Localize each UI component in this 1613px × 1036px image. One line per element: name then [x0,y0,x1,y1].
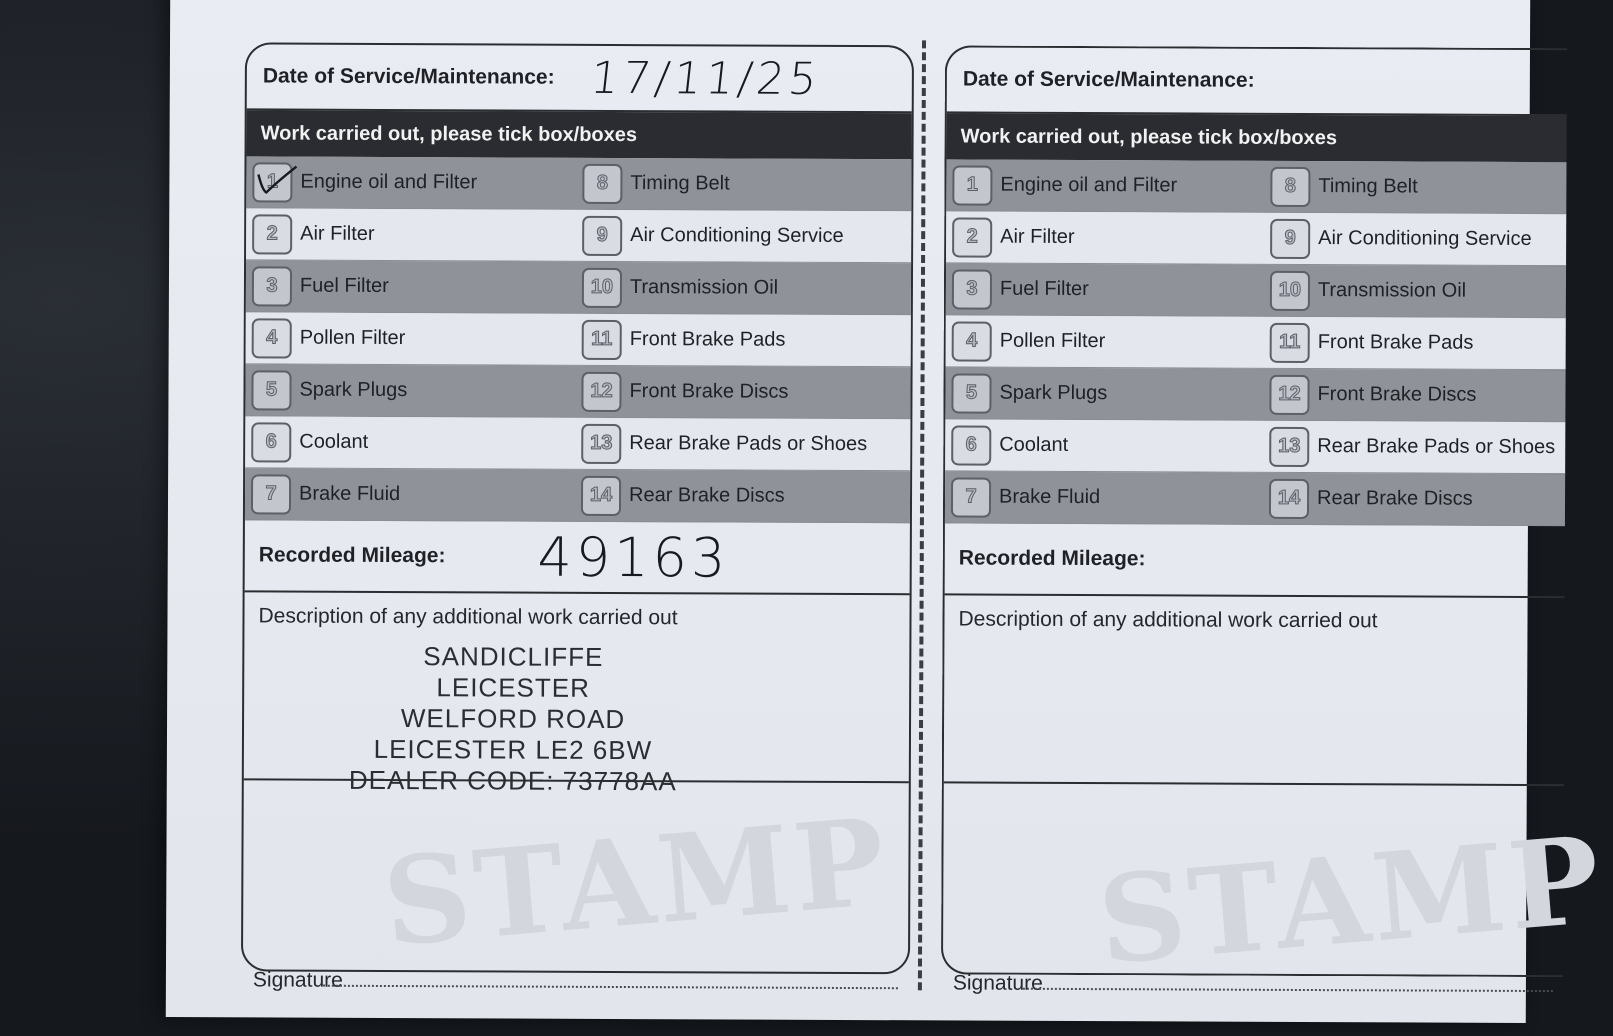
stamp-watermark: STAMP [378,791,894,974]
checklist-item[interactable] [581,366,910,418]
stamp-area [243,780,909,1033]
tick-box[interactable]: 10 [582,267,622,307]
tick-box[interactable]: 3 [952,269,992,309]
tick-box[interactable]: 12 [581,371,621,411]
checklist-item[interactable] [945,471,1269,523]
checklist-row [946,159,1566,214]
tick-box[interactable]: 6 [951,425,991,465]
checklist-item-label: Front Brake Discs [629,380,789,403]
service-entry-card-1 [241,42,914,992]
checklist-item-label: Coolant [299,430,369,453]
tick-box[interactable]: 11 [1270,322,1310,362]
tick-box[interactable]: 1 [952,165,992,205]
tick-box[interactable]: 2 [252,214,292,254]
checklist-row [246,208,911,263]
checklist-item-label: Fuel Filter [299,274,389,297]
checklist-row [245,468,910,523]
tick-box[interactable]: 9 [1270,218,1310,258]
work-checklist [245,156,912,523]
checklist-item[interactable] [945,367,1269,419]
tick-box[interactable]: 14 [1269,478,1309,518]
checklist-row [945,419,1565,474]
checklist-item-label: Timing Belt [1318,175,1418,198]
tick-box[interactable]: 2 [952,217,992,257]
checklist-item[interactable] [582,262,911,314]
checklist-row [946,263,1566,318]
tick-box[interactable]: 5 [251,370,291,410]
tick-box[interactable]: 5 [951,373,991,413]
checklist-item-label: Rear Brake Pads or Shoes [1317,435,1556,459]
tick-box[interactable]: 4 [252,318,292,358]
tick-box[interactable]: 8 [1270,166,1310,206]
mileage-row [245,520,910,595]
checklist-item-label: Front Brake Pads [629,328,786,351]
checklist-row [246,156,911,211]
checklist-item[interactable] [582,158,911,210]
checklist-item-label: Pollen Filter [999,329,1106,353]
dealer-stamp-line: SANDICLIFFE LEICESTER [423,641,604,703]
checklist-item-label: Rear Brake Discs [1316,487,1473,510]
checklist-item[interactable] [245,416,581,468]
checklist-item-label: Rear Brake Pads or Shoes [629,432,868,456]
checklist-item-label: Engine oil and Filter [1000,173,1178,197]
handwritten-date: 17/11/25 [587,52,824,105]
dealer-stamp [348,641,679,797]
service-record-sheet [166,0,1609,1023]
checklist-item[interactable] [946,159,1270,211]
checklist-item[interactable] [1269,421,1565,473]
signature-label: Signature [952,971,1043,995]
signature-label: Signature [252,968,343,992]
additional-work-box [244,592,910,797]
description-label: Description of any additional work carried out [958,607,1378,633]
checklist-item-label: Air Filter [300,222,375,245]
stamp-area [943,783,1609,1036]
checklist-row [946,211,1566,266]
checklist-item[interactable] [946,315,1270,367]
checklist-row [945,367,1565,422]
checklist-row [245,416,910,471]
checklist-item[interactable] [581,418,910,470]
checklist-item-label: Brake Fluid [998,485,1101,509]
dealer-stamp-line: LEICESTER LE2 6BW [373,733,653,766]
checklist-item[interactable] [945,419,1269,471]
checklist-item-label: Timing Belt [630,172,730,195]
checklist-item-label: Transmission Oil [629,276,779,299]
checklist-item-label: Transmission Oil [1317,279,1467,302]
tick-box[interactable]: 8 [582,163,622,203]
checklist-item[interactable] [246,312,582,364]
tick-box[interactable]: 13 [1269,426,1309,466]
checklist-item-label: Pollen Filter [299,326,406,350]
description-label: Description of any additional work carried out [258,604,678,630]
checklist-row [246,312,911,367]
checklist-item-label: Front Brake Discs [1317,383,1477,406]
checklist-item[interactable] [1269,473,1565,525]
date-label: Date of Service/Maintenance: [262,64,555,89]
checklist-item[interactable] [245,468,581,520]
handwritten-tick-icon [252,160,302,200]
checklist-item-label: Brake Fluid [298,482,401,506]
tick-box[interactable]: 14 [581,475,621,515]
date-row [247,44,912,113]
tick-box[interactable]: 10 [1270,270,1310,310]
tick-box[interactable]: 12 [1269,374,1309,414]
tick-box[interactable]: 7 [951,477,991,517]
tick-box[interactable]: 4 [952,321,992,361]
checklist-row [246,260,911,315]
checklist-row [946,315,1566,370]
work-carried-out-heading: Work carried out, please tick box/boxes [247,110,912,159]
checklist-item-label: Engine oil and Filter [300,170,478,194]
dealer-stamp-line: DEALER CODE: 73778AA [348,764,677,797]
checklist-item[interactable] [582,314,911,366]
checklist-item-label: Air Filter [1000,225,1075,248]
checklist-item-label: Rear Brake Discs [628,484,785,507]
work-carried-out-heading: Work carried out, please tick box/boxes [947,113,1567,162]
checklist-row [945,471,1565,526]
checklist-item[interactable] [1270,265,1566,317]
checklist-item-label: Air Conditioning Service [1318,227,1532,250]
checklist-item-label: Air Conditioning Service [630,224,844,247]
mileage-label: Recorded Mileage: [958,546,1146,571]
checklist-item[interactable] [582,210,911,262]
service-entry-card-2 [941,45,1609,995]
checklist-item[interactable] [246,260,582,312]
checklist-item-label: Spark Plugs [299,378,408,402]
mileage-row [945,523,1565,598]
stamp-watermark: STAMP [1093,809,1609,992]
work-checklist [945,159,1567,526]
dealer-stamp-line: WELFORD ROAD [400,703,626,735]
checklist-item-label: Front Brake Pads [1317,331,1474,354]
tick-box[interactable]: 1 [252,162,292,202]
checklist-item[interactable] [246,208,582,260]
perforation-line [918,40,926,990]
checklist-item[interactable] [946,211,1270,263]
handwritten-mileage: 49163 [537,525,730,589]
tick-box[interactable]: 3 [252,266,292,306]
tick-box[interactable]: 13 [581,423,621,463]
checklist-item-label: Fuel Filter [999,277,1089,301]
checklist-item[interactable] [246,156,582,208]
signature-line [323,985,898,990]
tick-box[interactable]: 9 [582,215,622,255]
checklist-item[interactable] [245,364,581,416]
checklist-item[interactable] [946,263,1270,315]
checklist-item-label: Spark Plugs [999,381,1108,405]
checklist-item[interactable] [1269,369,1565,421]
checklist-item[interactable] [581,470,910,522]
tick-box[interactable]: 6 [251,422,291,462]
tick-box[interactable]: 11 [582,319,622,359]
checklist-item[interactable] [1270,161,1566,213]
tick-box[interactable]: 7 [251,474,291,514]
signature-line [1023,988,1553,992]
date-row [947,47,1567,116]
checklist-row [245,364,910,419]
date-label: Date of Service/Maintenance: [962,67,1255,92]
checklist-item[interactable] [1270,317,1566,369]
checklist-item[interactable] [1270,213,1566,265]
checklist-item-label: Coolant [999,433,1069,456]
additional-work-box [944,595,1565,786]
mileage-label: Recorded Mileage: [258,543,446,568]
